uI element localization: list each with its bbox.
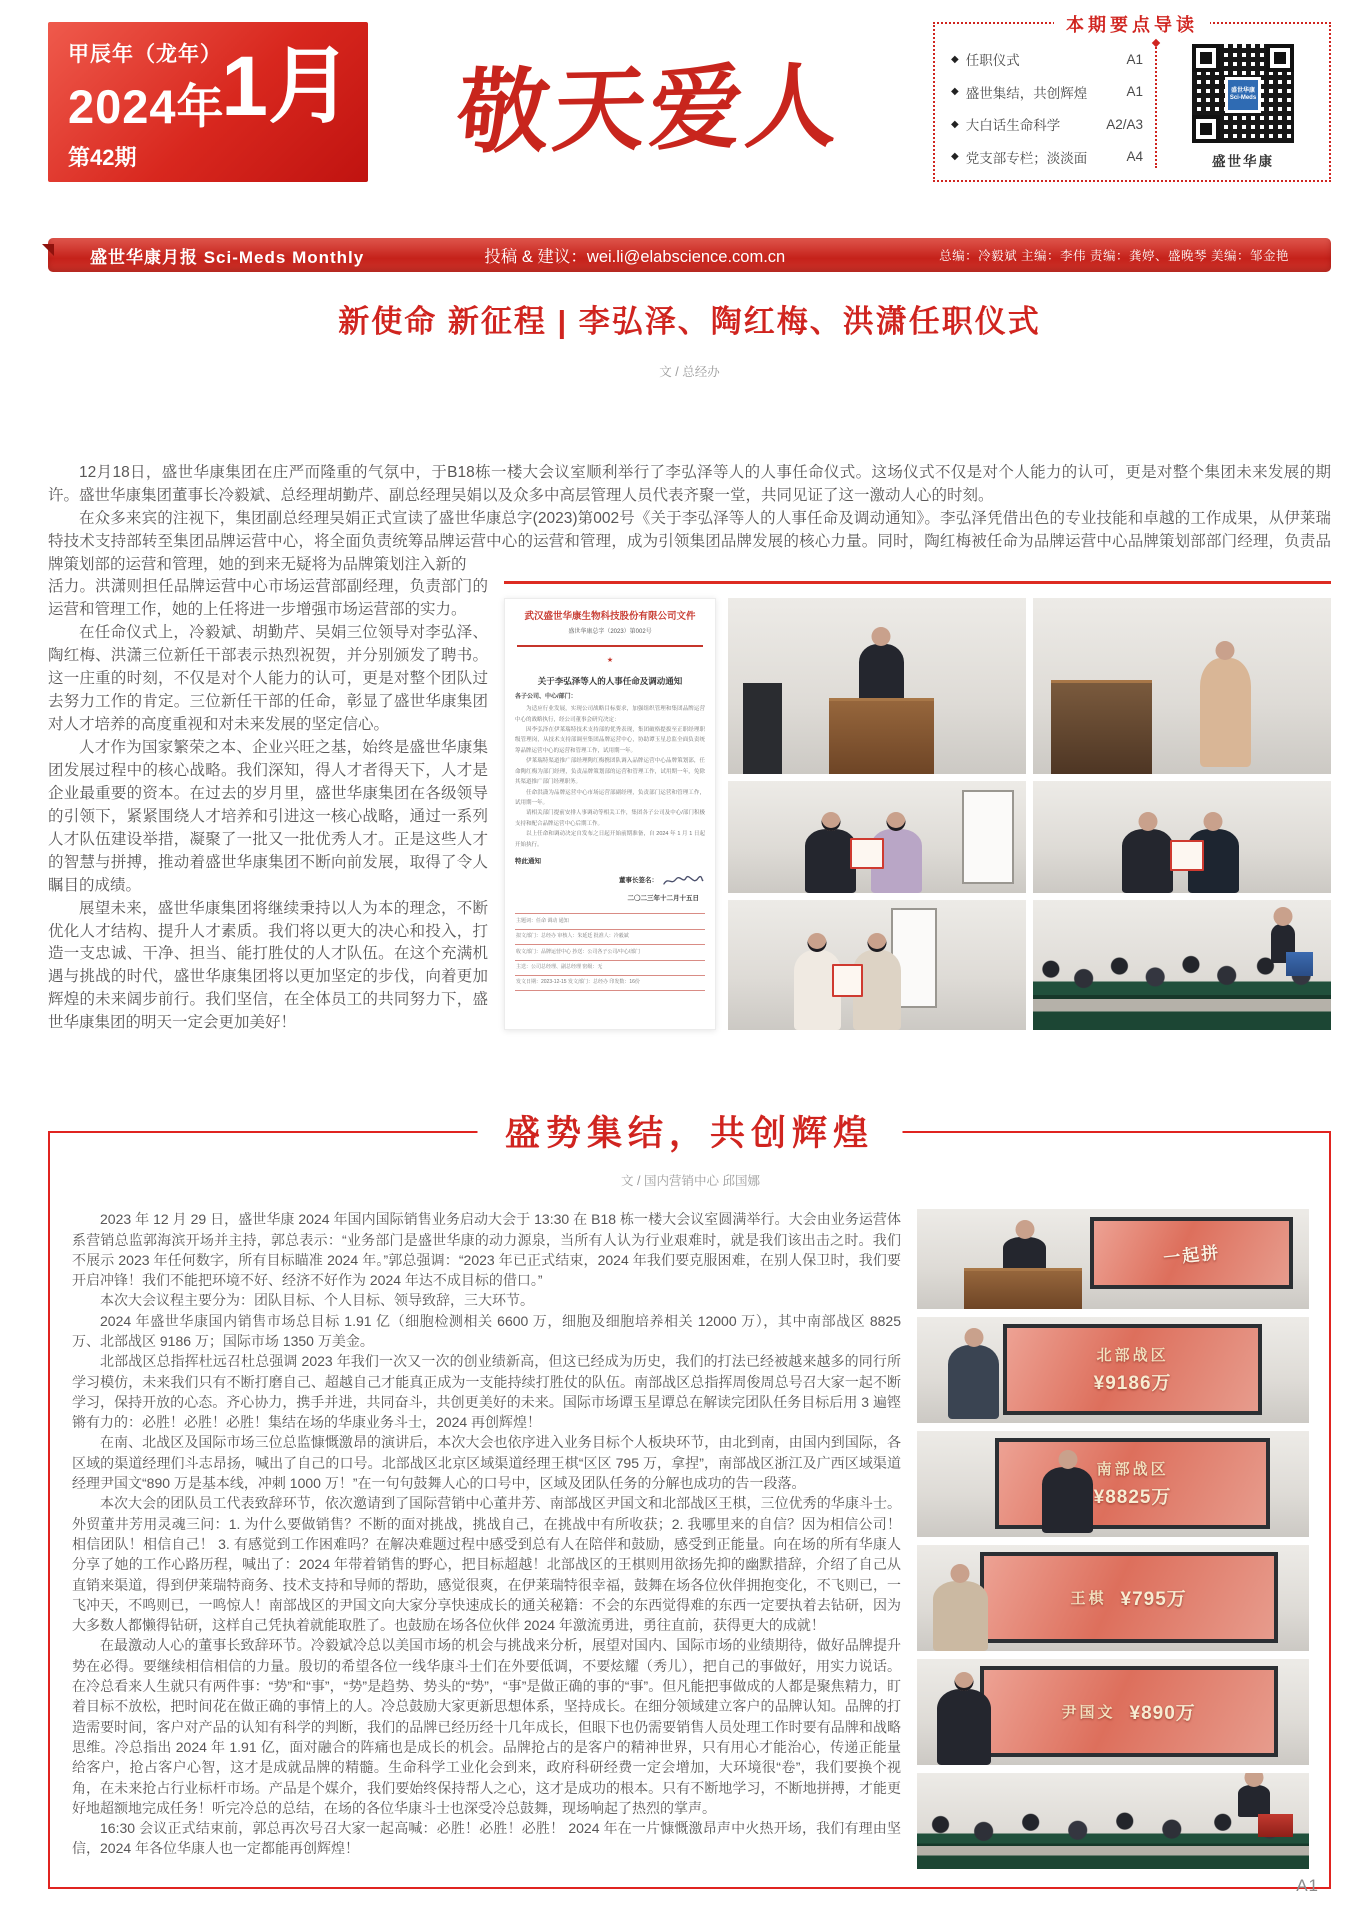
slide-slogan: 一起拼 <box>1162 1242 1222 1269</box>
issue-number: 第42期 <box>68 145 137 170</box>
digest-item-label: 大白话生命科学 <box>965 118 1061 134</box>
document-rule <box>517 645 703 670</box>
slide-region: 南部战区 <box>1096 1460 1169 1478</box>
photo-yinguowen-target <box>917 1659 1309 1765</box>
document-line: 以上任命和调动决定自发布之日起开始前期准备，自 2024 年 1 月 1 日起开始执行。 <box>515 831 705 848</box>
digest-title: 本期要点导读 <box>1054 11 1210 37</box>
article2-box <box>48 1114 1331 1889</box>
diamond-bullet-icon: ◆ <box>951 151 959 163</box>
digest-item-page: A1 <box>1126 84 1143 100</box>
document-date: 二〇二三年十二月十五日 <box>627 894 699 902</box>
article2-body <box>72 1209 901 1869</box>
article1-photo-grid <box>728 598 1331 1030</box>
article2-paragraph: 2023 年 12 月 29 日，盛世华康 2024 年国内国际销售业务启动大会于 13:30 在 B18 栋一楼大会议室圆满举行。大会由业务运营体系营销总监郭海滨开场并主持，郭总表示：“业务部门是盛世华康的动力源泉，当所有人认为行业艰难时，就是我们该出击之时。我们不展示 2023 年任何数字，所有目标瞄准 2024 年。”郭总强调：“2023 年已正式结束，2024 年我们要克服困难，在别人保卫时，我们要开启冲锋！我们不能把环境不好、经济不好作为 2024 年达不成目标的借口。” <box>72 1211 901 1289</box>
document-line: 为适应行业发展，实现公司战略目标要求，加强组织管理和集团品牌运营中心的战略执行，经公司董事会研究决定： <box>515 706 705 723</box>
digest-item <box>951 49 1143 69</box>
article2-paragraph: 在最激动人心的董事长致辞环节。冷毅斌冷总以美国市场的机会与挑战来分析，展望对国内、国际市场的业绩期待，做好品牌提升势在必得。要继续相信相信的力量。殷切的希望各位一线华康斗士们在外要低调，不要炫耀（秀儿），把自己的事做好，用实力说话。在冷总看来人生就只有两件事：“势”和“事”，“势”是趋势、势头的“势”，“事”是做正确的事的“事”。但凡能把事做成的人都是聚焦精力，盯着目标不放松，把时间花在做正确的事情上的人。冷总鼓励大家更新思想体系，坚持成长。在细分领域建立客户的品牌认知。品牌的打造需要时间，客户对产品的认知有科学的判断，我们的品牌已经历经十几年成长，但眼下也仍需要销售人员处理工作时要有品牌和战略思维。冷总指出 2024 年 1.91 亿，面对融合的阵痛也是成长的机会。品牌抢占的是客户的精神世界，只有用心才能治心，传递正能量给客户，抢占客户心智，这才是成就品牌的精髓。生命科学工业化会到来，政府科研经费一定会增加，大环境很“卷”，我们要换个视角，在未来抢占行业标杆市场。产品是个媒介，我们要始终保持帮人之心，这才是成功的根本。只有不断地学习，不断地拼搏，才能更好地超额地完成任务！听完冷总的总结，在场的各位华康斗士也深受冷总鼓舞，现场响起了热烈的掌声。 <box>72 1637 901 1816</box>
document-salutation: 各子公司、中心/部门： <box>515 694 577 701</box>
document-number: 盛世华康总字（2023）第002号 <box>568 628 652 635</box>
month: 1月 <box>221 39 352 133</box>
slide-region: 北部战区 <box>1096 1346 1169 1364</box>
article2-paragraph: 在南、北战区及国际市场三位总监慷慨激昂的演讲后，本次大会也依序进入业务目标个人板块环节，由北到南，由国内到国际，各区域的渠道经理们斗志昂扬，喊出了自己的口号。北部战区北京区域渠道经理王棋“区区 795 万，拿捏”，南部战区浙江及广西区域渠道经理尹国文“890 万是基本线，冲刺 1000 万！”在一句句鼓舞人心的口号中，区域及团队任务的分解也成功的告一段落。 <box>72 1434 901 1492</box>
digest-item-page: A2/A3 <box>1106 116 1143 132</box>
star-icon: ★ <box>606 656 614 664</box>
document-line: 请相关部门提前安排人事调动等相关工作，集团各子公司及中心/部门积极支持和配合品牌运营中心后期工作。 <box>515 810 705 827</box>
article1-paragraph: 人才作为国家繁荣之本、企业兴旺之基，始终是盛世华康集团发展过程中的核心战略。我们深知，得人才者得天下，人才是企业最重要的资本。在过去的岁月里，盛世华康集团在各级领导的引领下，紧紧围绕人才培养和引进这一核心战略，通过一系列人才队伍建设举措，凝聚了一批又一批优秀人才。正是这些人才的智慧与拼搏，推动着盛世华康集团不断向前发展，取得了令人瞩目的成绩。 <box>48 739 488 894</box>
article2-paragraph: 北部战区总指挥杜远召杜总强调 2023 年我们一次又一次的创业绩新高，但这已经成为历史，我们的打法已经被越来越多的同行所学习模仿，未来我们只有不断打磨自己、超越自己才能真正成为一支能持续打胜仗的队伍。南部战区总指挥周俊周总号召大家一起不断学习，保持开放的心态。齐心协力，携手并进，共同奋斗，共创更美好的未来。国际市场谭玉星谭总在解读完团队任务目标后用 3 遍铿锵有力的：必胜！必胜！必胜！集结在场的华康业务斗士，2024 再创辉煌！ <box>72 1353 901 1431</box>
photo-opening-speaker <box>917 1209 1309 1309</box>
photo-north-region-target <box>917 1317 1309 1423</box>
digest-item <box>951 147 1143 167</box>
digest-item-label: 任职仪式 <box>965 53 1020 68</box>
digest-item <box>951 114 1143 134</box>
document-line: 伊莱瑞特渠道推广部经理陶红梅携团队调入品牌运营中心品牌策划部，任命陶红梅为部门经理，负责品牌策划部的运营和管理工作，试用期一年，免除其渠道推广部门经理职务。 <box>515 758 705 786</box>
qr-label: 盛世华康 <box>1212 154 1274 169</box>
article2-paragraph: 本次大会议程主要分为：团队目标、个人目标、领导致辞，三大环节。 <box>100 1292 534 1309</box>
publication-name: 盛世华康月报 Sci-Meds Monthly <box>90 247 365 267</box>
digest-item-label: 盛世集结，共创辉煌 <box>965 85 1088 101</box>
masthead <box>48 15 1331 182</box>
digest-box <box>933 15 1331 182</box>
photo-wangqi-target <box>917 1545 1309 1651</box>
article1-left-column <box>48 576 488 1035</box>
article1-paragraph: 在任命仪式上，冷毅斌、胡勤芹、吴娟三位领导对李弘泽、陶红梅、洪潇三位新任干部表示热烈祝贺，并分别颁发了聘书。这一庄重的时刻，不仅是对个人能力的认可，更是对整个团队过去努力工作的肯定。三位新任干部的任命，彰显了盛世华康集团对人才培养的高度重视和对未来发展的坚定信心。 <box>48 624 488 734</box>
diamond-bullet-icon: ◆ <box>951 118 959 130</box>
document-footer-table <box>515 913 705 991</box>
red-rule <box>504 581 1331 584</box>
lunar-year: 甲辰年（龙年） <box>68 43 222 66</box>
photo-conference-room <box>917 1773 1309 1869</box>
slide-amount: ¥8825万 <box>1093 1486 1172 1508</box>
article1-title: 新使命 新征程 | 李弘泽、陶红梅、洪潇任职仪式 <box>338 304 1041 339</box>
diamond-bullet-icon: ◆ <box>951 53 959 65</box>
article2-byline: 文 / 国内营销中心 邱国娜 <box>621 1174 760 1189</box>
photo-host-reading <box>1033 598 1331 774</box>
slide-amount: ¥795万 <box>1120 1588 1187 1610</box>
editorial-staff: 总编：冷毅斌 主编：李伟 责编：龚婷、盛晚琴 美编：邹金艳 <box>939 249 1289 263</box>
diamond-bullet-icon: ◆ <box>951 86 959 98</box>
document-title: 关于李弘泽等人的人事任命及调动通知 <box>537 675 683 686</box>
article1-byline: 文 / 总经办 <box>659 364 720 379</box>
article2-paragraph: 本次大会的团队员工代表致辞环节，依次邀请到了国际营销中心董井芳、南部战区尹国文和北部战区王棋，三位优秀的华康斗士。外贸董井芳用灵魂三问：1. 为什么要做销售？不断的面对挑战，挑战自己，在挑战中有所收获；2. 我哪里来的自信？因为相信公司！相信团队！相信自己！ 3. 有感觉到工作困难吗？在解决难题过程中感受到总有人在陪伴和鼓励，感受到正能量。向在场的所有华康人分享了她的工作心路历程，喊出了：2024 年带着销售的野心，把目标超越！北部战区的王棋则用欲扬先抑的幽默措辞，介绍了自己从直销来渠道，得到伊莱瑞特商务、技术支持和导师的帮助，感觉很爽，在伊莱瑞特很幸福，鼓舞在场各位伙伴拥抱变化，不飞则已，一飞冲天，不鸣则已，一鸣惊人！南部战区的尹国文向大家分享快速成长的通关秘籍：不会的东西觉得难的东西一定要执着去钻研，因为大多数人都懒得钻研，这样自己凭执着就能取胜了。也鼓励在场各位伙伴 2024 年激流勇进，勇往直前，获得更大的成就！ <box>72 1495 901 1634</box>
photo-audience <box>1033 900 1331 1030</box>
year: 2024年 <box>68 80 225 133</box>
article1-paragraph: 活力。洪潇则担任品牌运营中心市场运营部副经理，负责部门的运营和管理工作，她的上任将进一步增强市场运营部的实力。 <box>48 578 488 619</box>
document-table-row: 主送：公司总经理、副总经理 密级：无 <box>515 961 705 976</box>
article2-paragraph: 2024 年盛世华康国内销售市场总目标 1.91 亿（细胞检测相关 6600 万，细胞及细胞培养相关 12000 万），其中南部战区 8825 万、北部战区 9186 万；国际市场 1350 万美金。 <box>72 1312 901 1349</box>
date-block <box>48 22 368 182</box>
digest-item-page: A4 <box>1126 149 1143 165</box>
article1-paragraph: 展望未来，盛世华康集团将继续秉持以人为本的理念，不断优化人才结构、提升人才素质。我们将以更大的决心和投入，打造一支忠诚、干净、担当、能打胜仗的人才队伍。在这个充满机遇与挑战的时代，盛世华康集团将以更加坚定的步伐，向着更加辉煌的未来阔步前行。我们坚信，在全体员工的共同努力下，盛世华康集团的明天一定会更加美好！ <box>48 899 488 1032</box>
qr-finder-icon <box>1266 44 1294 72</box>
document-table-row: 主题词：任命 调动 通知 <box>515 914 705 929</box>
article1-paragraph: 在众多来宾的注视下，集团副总经理吴娟正式宣读了盛世华康总字(2023)第002号《关于李弘泽等人的人事任命及调动通知》。李弘泽凭借出色的专业技能和卓越的工作成果，从伊莱瑞特技术支持部转至集团品牌运营中心，将全面负责统筹品牌运营中心的运营和管理，成为引领集团品牌发展的核心力量。同时，陶红梅被任命为品牌运营中心品牌策划部部门经理，负责品牌策划部的运营和管理，她的到来无疑将为品牌策划注入新的 <box>48 509 1331 573</box>
newspaper-title: 敬天爱人 <box>452 51 847 167</box>
article1-body <box>48 462 1331 1035</box>
slide-amount: ¥890万 <box>1129 1702 1196 1724</box>
document-line: 任命洪潇为品牌运营中心市场运营部副经理，负责部门运营和管理工作，试用期一年。 <box>515 789 705 806</box>
signature-icon <box>661 873 705 889</box>
contact-email: 投稿 & 建议：wei.li@elabscience.com.cn <box>484 248 786 266</box>
digest-divider <box>1155 44 1157 168</box>
qr-center-logo: 盛世华康 Sci-Meds <box>1225 77 1261 113</box>
document-table-row: 拟文部门：总经办 审核人：朱延廷 批准人：冷毅斌 <box>515 930 705 945</box>
article2-photo-column <box>917 1209 1309 1869</box>
publication-banner <box>48 238 1331 272</box>
document-table-row: 发文日期：2023-12-15 发文部门：总经办 印发数：16份 <box>515 976 705 991</box>
official-document <box>504 598 716 1030</box>
article2-title: 盛势集结，共创辉煌 <box>477 1106 902 1156</box>
article1-paragraph: 12月18日，盛世华康集团在庄严而隆重的气氛中，于B18栋一楼大会议室顺利举行了李弘泽等人的人事任命仪式。这场仪式不仅是对个人能力的认可，更是对整个集团未来发展的期许。盛世华康集团董事长冷毅斌、总经理胡勤芹、副总经理吴娟以及众多中高层管理人员代表齐聚一堂，共同见证了这一激动人心的时刻。 <box>48 463 1331 504</box>
qr-area <box>1167 42 1319 170</box>
document-notice: 特此通知 <box>515 858 541 866</box>
photo-south-region-target <box>917 1431 1309 1537</box>
qr-finder-icon <box>1192 115 1220 143</box>
document-line: 因李弘泽在伊莱瑞特技术支持部的优秀表现，集团破格提拔至正职经理职级管理岗，从技术支持部调至集团品牌运营中心，协助谭玉星总监全面负责统筹品牌运营中心的运营和管理工作，试用期一年。 <box>515 726 705 754</box>
slide-amount: ¥9186万 <box>1093 1372 1172 1394</box>
article1-media <box>504 576 1331 1035</box>
article2-paragraph: 16:30 会议正式结束前，郭总再次号召大家一起高喊：必胜！必胜！必胜！ 2024 年在一片慷慨激昂声中火热开场，我们有理由坚信，2024 年各位华康人也一定都能再创辉煌！ <box>72 1820 901 1857</box>
slide-name: 王棋 <box>1070 1589 1107 1607</box>
signature-label: 董事长签名： <box>619 876 658 884</box>
document-header: 武汉盛世华康生物科技股份有限公司文件 <box>524 611 696 623</box>
qr-finder-icon <box>1192 44 1220 72</box>
photo-certificate-women-2 <box>728 900 1026 1030</box>
digest-item-page: A1 <box>1126 51 1143 67</box>
digest-list <box>945 42 1145 170</box>
photo-certificate-men <box>1033 781 1331 893</box>
photo-speaker-podium <box>728 598 1026 774</box>
photo-certificate-women <box>728 781 1026 893</box>
digest-item-label: 党支部专栏；淡淡面 <box>965 150 1088 166</box>
qr-code <box>1190 42 1296 145</box>
document-table-row: 收文部门：品牌运营中心 抄送：公司各子公司/中心/部门 <box>515 945 705 960</box>
page-number: A1 <box>1296 1876 1319 1895</box>
slide-name: 尹国文 <box>1061 1703 1116 1721</box>
digest-item <box>951 82 1143 102</box>
